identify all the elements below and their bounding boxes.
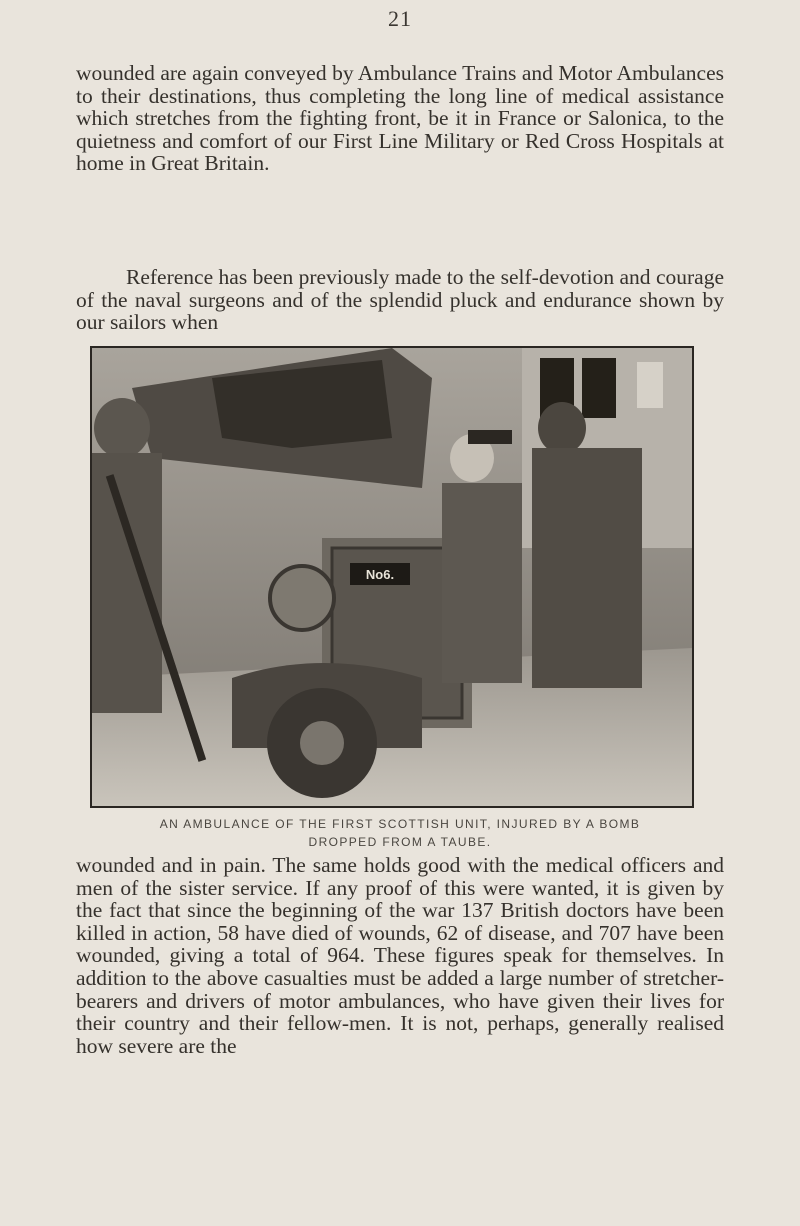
plate-marking: No6. <box>365 567 395 582</box>
window <box>637 362 663 408</box>
ambulance-photograph <box>90 346 694 808</box>
caption-line-2: DROPPED FROM A TAUBE. <box>308 835 492 849</box>
soldier-left <box>92 453 162 713</box>
soldier-middle <box>442 483 522 683</box>
soldier-right <box>532 448 642 688</box>
paragraph-2: Reference has been previously made to the self-devotion and courage of the naval surgeons and of the splendid pluck and endurance shown by our sailors when <box>76 265 724 335</box>
soldier-head <box>538 402 586 454</box>
headlamp <box>270 566 334 630</box>
soldier-head <box>94 398 150 458</box>
paragraph-3: wounded and in pain. The same holds good with the medical officers and men of the sister service. If any proof of this were wanted, it is given by the fact that since the beginning of the war 137 British doctors have been killed in action, 58 have died of wounds, 62 of disease, and 707 have been wounded, giving a total of 964. These figures speak for themselves. In addition to the above casualties must be added a large number of stretcher-bearers and drivers of motor ambulances, who have given their lives for their country and their fellow-men. It is not, perhaps, generally realised how severe are the <box>76 853 724 1058</box>
caption-line-1: AN AMBULANCE OF THE FIRST SCOTTISH UNIT, INJURED BY A BOMB <box>159 817 641 831</box>
window <box>582 358 616 418</box>
paragraph-1: wounded are again conveyed by Ambulance Trains and Motor Ambulances to their destinations, thus completing the long line of medical assistance which stretches from the fighting front, be it in France or Salonica, to the quietness and comfort of our First Line Military or Red Cross Hospitals at home in Great Britain. <box>76 61 724 176</box>
page-number: 21 <box>388 6 412 31</box>
figure-caption <box>90 815 710 851</box>
photograph-illustration <box>92 348 692 806</box>
